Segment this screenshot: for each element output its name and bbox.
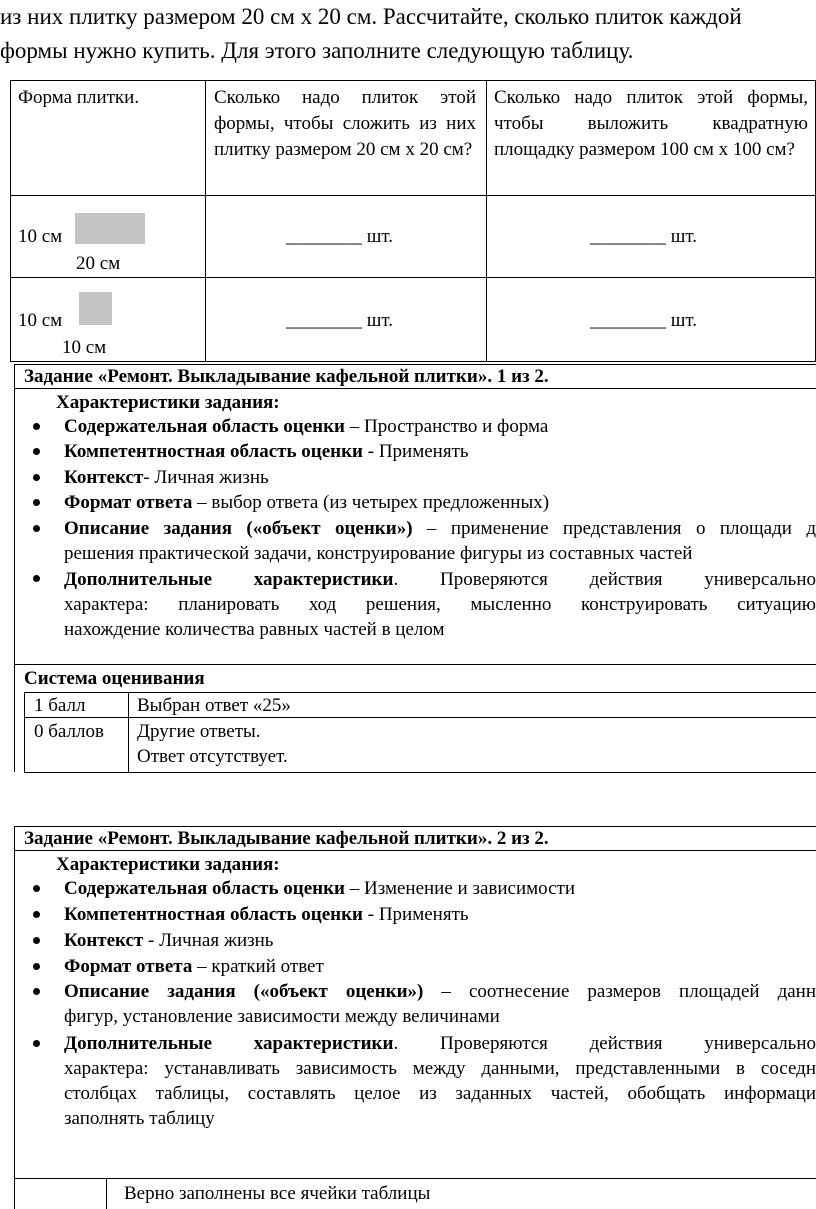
task1-item: Компетентностная область оценки - Применять	[64, 441, 469, 462]
header-shape: Форма плитки.	[18, 87, 140, 108]
row1-side-label: 10 см	[18, 226, 63, 247]
score-0-answer: Другие ответы.	[137, 721, 261, 742]
task2-item: Описание задания («объект оценки») – соотнесение размеров площадей данн фигур, установление зависимости между величинами	[64, 981, 816, 1027]
task2-item: Контекст - Личная жизнь	[64, 930, 274, 951]
bullet-icon	[33, 988, 40, 995]
square-tile-icon	[79, 292, 112, 325]
task1-characteristics-heading: Характеристики задания:	[56, 392, 280, 413]
row1-answer-1: ________ шт.	[286, 226, 394, 247]
score-0-label: 0 баллов	[34, 721, 104, 742]
score-0-answer-2: Ответ отсутствует.	[137, 746, 288, 767]
task1-item: Формат ответа – выбор ответа (из четырех предложенных)	[64, 492, 550, 513]
row2-answer-2: ________ шт.	[590, 310, 698, 331]
task2-title: Задание «Ремонт. Выкладывание кафельной плитки». 2 из 2.	[24, 828, 549, 849]
task2-characteristics-heading: Характеристики задания:	[56, 854, 280, 875]
task1-item: Описание задания («объект оценки») – применение представления о площади д решения практической задачи, конструирование фигуры из составных частей	[64, 518, 816, 564]
task2-item: Содержательная область оценки – Изменение и зависимости	[64, 878, 576, 899]
task2-item: Дополнительные характеристики. Проверяются действия универсально характера: устанавливать зависимость между данными, представленными в соседн столбцах таблицы, составлять целое из заданных частей, обобщать информаци заполнять таблицу	[64, 1033, 816, 1129]
task1-scoring-heading: Система оценивания	[24, 668, 205, 689]
bullet-icon	[33, 474, 40, 481]
bullet-icon	[33, 499, 40, 506]
row1-answer-2: ________ шт.	[590, 226, 698, 247]
score-1-label: 1 балл	[34, 695, 86, 716]
intro-line-2: формы нужно купить. Для этого заполните следующую таблицу.	[0, 38, 634, 63]
task2-item: Формат ответа – краткий ответ	[64, 956, 324, 977]
row2-side-label: 10 см	[18, 310, 63, 331]
bullet-icon	[33, 911, 40, 918]
header-count-small: Сколько надо плиток этой формы, чтобы сложить из них плитку размером 20 см x 20 см?	[214, 87, 476, 160]
bullet-icon	[33, 1040, 40, 1047]
task1-item: Дополнительные характеристики. Проверяются действия универсально характера: планировать ход решения, мысленно конструировать ситуацию нахождение количества равных частей в целом	[64, 569, 816, 640]
task2-scoring-partial: Верно заполнены все ячейки таблицы	[124, 1183, 431, 1204]
task1-title: Задание «Ремонт. Выкладывание кафельной плитки». 1 из 2.	[24, 366, 549, 387]
bullet-icon	[33, 937, 40, 944]
task2-item: Компетентностная область оценки - Применять	[64, 904, 469, 925]
bullet-icon	[33, 448, 40, 455]
bullet-icon	[33, 885, 40, 892]
row2-bottom-label: 10 см	[62, 337, 107, 358]
header-count-large: Сколько надо плиток этой формы, чтобы выложить квадратную площадку размером 100 см x 100 см?	[494, 87, 808, 160]
bullet-icon	[33, 963, 40, 970]
intro-line-1: из них плитку размером 20 см x 20 см. Рассчитайте, сколько плиток каждой	[0, 4, 742, 29]
row2-answer-1: ________ шт.	[286, 310, 394, 331]
bullet-icon	[33, 525, 40, 532]
row1-bottom-label: 20 см	[76, 253, 121, 274]
score-1-answer: Выбран ответ «25»	[137, 695, 291, 716]
task1-item: Содержательная область оценки – Пространство и форма	[64, 416, 549, 437]
rectangle-tile-icon	[75, 213, 145, 244]
intro-paragraph	[0, 0, 816, 68]
task1-item: Контекст- Личная жизнь	[64, 467, 269, 488]
bullet-icon	[33, 423, 40, 430]
bullet-icon	[33, 575, 40, 582]
